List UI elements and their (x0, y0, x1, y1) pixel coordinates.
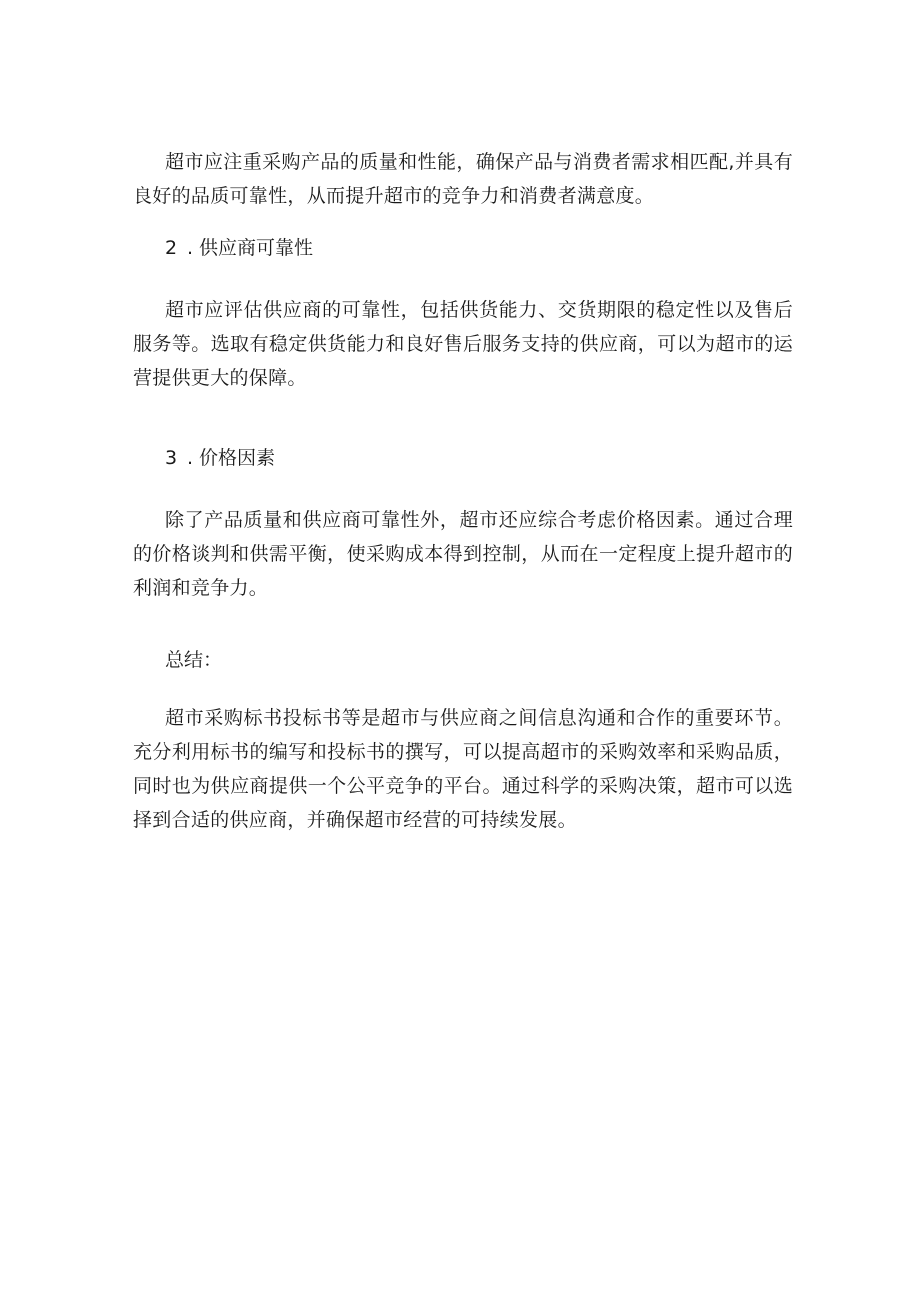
heading-price-factors (165, 441, 275, 475)
heading-title: 供应商可靠性 (199, 237, 314, 259)
heading-title: 价格因素 (199, 447, 276, 469)
paragraph-summary: 超市采购标书投标书等是超市与供应商之间信息沟通和合作的重要环节。充分利用标书的编写和投标书的撰写，可以提高超市的采购效率和采购品质，同时也为供应商提供一个公平竞争的平台。通过科学的采购决策，超市可以选择到合适的供应商，并确保超市经营的可持续发展。 (133, 707, 793, 831)
heading-number: 3 (165, 447, 178, 469)
paragraph-supplier-reliability: 超市应评估供应商的可靠性，包括供货能力、交货期限的稳定性以及售后服务等。选取有稳定供货能力和良好售后服务支持的供应商，可以为超市的运营提供更大的保障。 (133, 299, 793, 389)
paragraph-price-factors: 除了产品质量和供应商可靠性外，超市还应综合考虑价格因素。通过合理的价格谈判和供需平衡，使采购成本得到控制，从而在一定程度上提升超市的利润和竞争力。 (133, 509, 793, 599)
summary-label: 总结： (165, 649, 223, 671)
heading-separator: . (187, 447, 194, 469)
heading-supplier-reliability (165, 231, 313, 265)
heading-number: 2 (165, 237, 178, 259)
paragraph-product-quality: 超市应注重采购产品的质量和性能，确保产品与消费者需求相匹配,并具有良好的品质可靠性，从而提升超市的竞争力和消费者满意度。 (133, 151, 793, 207)
heading-separator: . (187, 237, 194, 259)
